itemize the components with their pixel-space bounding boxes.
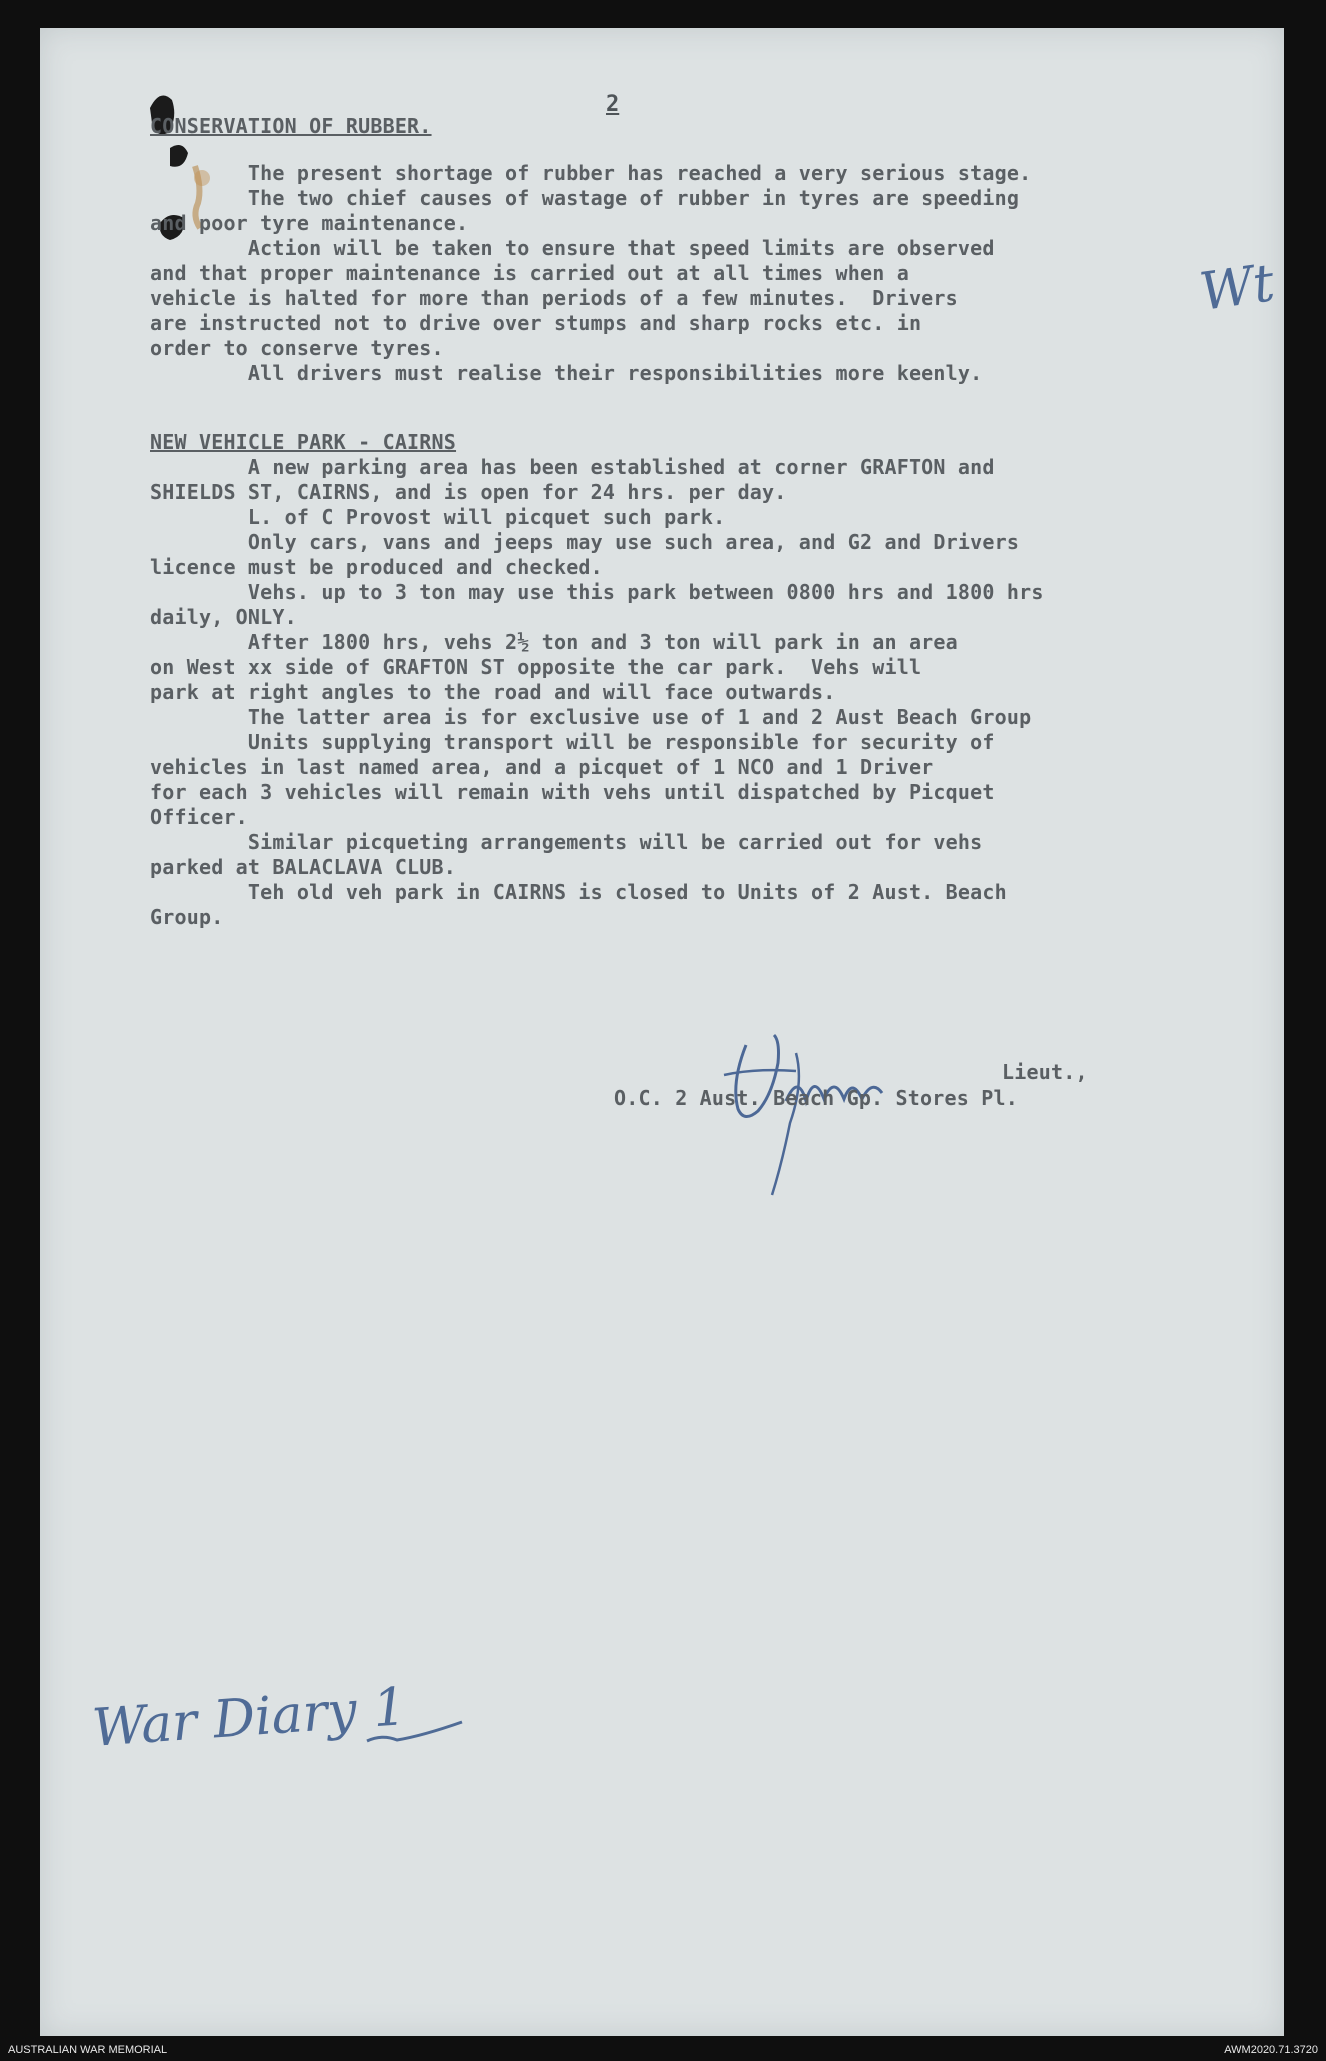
text-line: A new parking area has been established at corner GRAFTON and [150, 455, 995, 479]
section-heading-vehicle-park: NEW VEHICLE PARK - CAIRNS [150, 430, 457, 454]
text-line: Units supplying transport will be responsible for security of [150, 730, 995, 754]
text-line: All drivers must realise their responsibilities more keenly. [150, 361, 983, 385]
section-heading-rubber: CONSERVATION OF RUBBER. [150, 114, 432, 138]
text-line: order to conserve tyres. [150, 336, 444, 360]
document-page [40, 28, 1284, 2036]
margin-initials: Wt [1196, 253, 1279, 323]
text-line: daily, ONLY. [150, 605, 297, 629]
text-line: vehicles in last named area, and a picquet of 1 NCO and 1 Driver [150, 755, 934, 779]
text-line: are instructed not to drive over stumps and sharp rocks etc. in [150, 311, 922, 335]
text-line: park at right angles to the road and will face outwards. [150, 680, 836, 704]
page-number: 2 [606, 92, 620, 117]
text-line: Similar picqueting arrangements will be carried out for vehs [150, 830, 983, 854]
signature-rank: Lieut., [1002, 1060, 1088, 1084]
text-line: L. of C Provost will picquet such park. [150, 505, 726, 529]
text-line: The latter area is for exclusive use of 1 and 2 Aust Beach Group [150, 705, 1032, 729]
text-line: Only cars, vans and jeeps may use such area, and G2 and Drivers [150, 530, 1020, 554]
text-line: Action will be taken to ensure that speed limits are observed [150, 236, 995, 260]
text-line: SHIELDS ST, CAIRNS, and is open for 24 hrs. per day. [150, 480, 787, 504]
text-line: Group. [150, 905, 224, 929]
text-line: and poor tyre maintenance. [150, 211, 469, 235]
text-line: The two chief causes of wastage of rubber in tyres are speeding [150, 186, 1020, 210]
footer-left: AUSTRALIAN WAR MEMORIAL [8, 2044, 168, 2056]
text-line: for each 3 vehicles will remain with vehs until dispatched by Picquet [150, 780, 995, 804]
signature-title: O.C. 2 Aust. Beach Gp. Stores Pl. [614, 1086, 1018, 1110]
handwritten-dash [362, 1716, 482, 1756]
text-line: Teh old veh park in CAIRNS is closed to Units of 2 Aust. Beach [150, 880, 1007, 904]
text-line: vehicle is halted for more than periods of a few minutes. Drivers [150, 286, 958, 310]
text-line: on West xx side of GRAFTON ST opposite the car park. Vehs will [150, 655, 922, 679]
text-line: parked at BALACLAVA CLUB. [150, 855, 457, 879]
footer-right: AWM2020.71.3720 [1224, 2044, 1318, 2056]
text-line: Officer. [150, 805, 248, 829]
text-line: and that proper maintenance is carried out at all times when a [150, 261, 909, 285]
text-line: licence must be produced and checked. [150, 555, 603, 579]
text-line: The present shortage of rubber has reached a very serious stage. [150, 161, 1032, 185]
text-line: After 1800 hrs, vehs 2½ ton and 3 ton will park in an area [150, 630, 958, 654]
text-line: Vehs. up to 3 ton may use this park between 0800 hrs and 1800 hrs [150, 580, 1044, 604]
war-diary-note: War Diary 1 [90, 1677, 409, 1759]
